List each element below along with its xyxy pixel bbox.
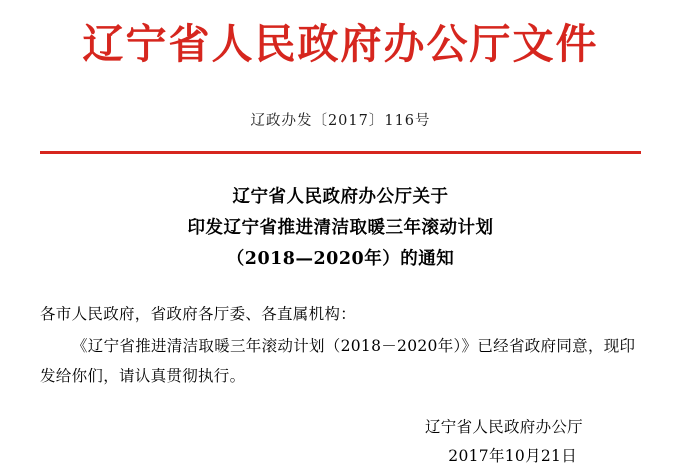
document-number: 辽政办发〔2017〕116号 bbox=[250, 113, 431, 129]
document-salutation: 各市人民政府，省政府各厅委、各直属机构： bbox=[40, 304, 357, 323]
document-title-line-1: 辽宁省人民政府办公厅关于 bbox=[232, 186, 449, 207]
red-separator-rule bbox=[40, 151, 641, 154]
signature-date: 2017年10月21日 bbox=[448, 446, 577, 465]
document-body bbox=[40, 299, 641, 391]
document-masthead-title: 辽宁省人民政府办公厅文件 bbox=[82, 20, 599, 68]
document-title-block bbox=[0, 182, 681, 275]
document-title-line-2: 印发辽宁省推进清洁取暖三年滚动计划 bbox=[187, 217, 494, 238]
document-title-line-3: （2018—2020年）的通知 bbox=[226, 248, 455, 269]
signature-organization: 辽宁省人民政府办公厅 bbox=[424, 417, 583, 436]
document-paragraph: 《辽宁省推进清洁取暖三年滚动计划（2018－2020年）》已经省政府同意，现印发给你们，请认真贯彻执行。 bbox=[40, 336, 636, 385]
document-signature bbox=[40, 413, 641, 471]
